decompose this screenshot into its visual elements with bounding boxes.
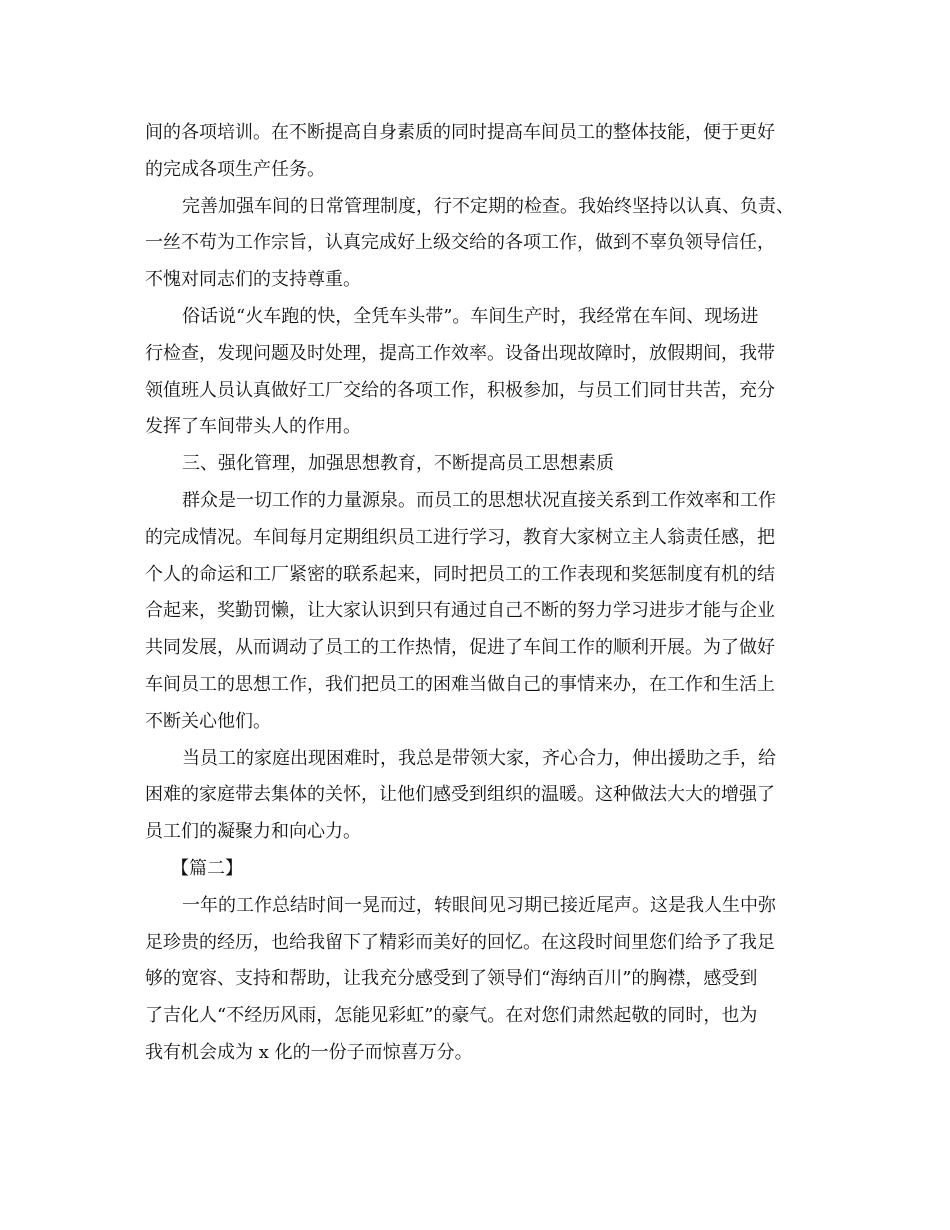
- section-marker: 【篇二】: [171, 857, 243, 879]
- text-line: 间的各项培训。在不断提高自身素质的同时提高车间员工的整体技能，便于更好: [145, 122, 775, 143]
- text-line: 的完成各项生产任务。: [145, 158, 325, 180]
- text-line: 行检查，发现问题及时处理，提高工作效率。设备出现故障时，放假期间，我带: [145, 342, 775, 364]
- paragraph-start: 完善加强车间的日常管理制度，行不定期的检查。我始终坚持以认真、负责、: [182, 195, 794, 217]
- text-line: 共同发展，从而调动了员工的工作热情，促进了车间工作的顺利开展。为了做好: [145, 637, 775, 659]
- text-line: 车间员工的思想工作，我们把员工的困难当做自己的事情来办，在工作和生活上: [145, 673, 775, 695]
- text-line: 发挥了车间带头人的作用。: [145, 416, 361, 438]
- text-line: 合起来，奖勤罚懒，让大家认识到只有通过自己不断的努力学习进步才能与企业: [145, 600, 775, 622]
- text-line: 不断关心他们。: [145, 710, 271, 732]
- text-line: 员工们的凝聚力和向心力。: [145, 821, 361, 843]
- text-line: 我有机会成为 x 化的一份子而惊喜万分。: [145, 1041, 473, 1063]
- paragraph-start: 群众是一切工作的力量源泉。而员工的思想状况直接关系到工作效率和工作: [182, 489, 776, 511]
- text-line: 个人的命运和工厂紧密的联系起来，同时把员工的工作表现和奖惩制度有机的结: [145, 563, 775, 585]
- section-heading: 三、强化管理，加强思想教育，不断提高员工思想素质: [182, 453, 614, 475]
- text-line: 困难的家庭带去集体的关怀，让他们感受到组织的温暖。这种做法大大的增强了: [145, 784, 775, 806]
- text-line: 一丝不苟为工作宗旨，认真完成好上级交给的各项工作，做到不辜负领导信任，: [145, 232, 775, 254]
- paragraph-start: 当员工的家庭出现困难时，我总是带领大家，齐心合力，伸出援助之手，给: [182, 747, 776, 769]
- text-line: 够的宽容、支持和帮助，让我充分感受到了领导们“海纳百川”的胸襟，感受到: [145, 968, 758, 990]
- text-line: 了吉化人“不经历风雨，怎能见彩虹”的豪气。在对您们肃然起敬的同时，也为: [145, 1005, 758, 1027]
- text-line: 不愧对同志们的支持尊重。: [145, 269, 361, 291]
- paragraph-start: 一年的工作总结时间一晃而过，转眼间见习期已接近尾声。这是我人生中弥: [182, 894, 776, 916]
- document-body: [145, 115, 810, 1072]
- text-line: 足珍贵的经历，也给我留下了精彩而美好的回忆。在这段时间里您们给予了我足: [145, 931, 775, 953]
- paragraph-start: 俗话说“火车跑的快，全凭车头带”。车间生产时，我经常在车间、现场进: [182, 305, 759, 327]
- text-line: 领值班人员认真做好工厂交给的各项工作，积极参加，与员工们同甘共苦，充分: [145, 379, 775, 401]
- text-line: 的完成情况。车间每月定期组织员工进行学习，教育大家树立主人翁责任感，把: [145, 526, 775, 548]
